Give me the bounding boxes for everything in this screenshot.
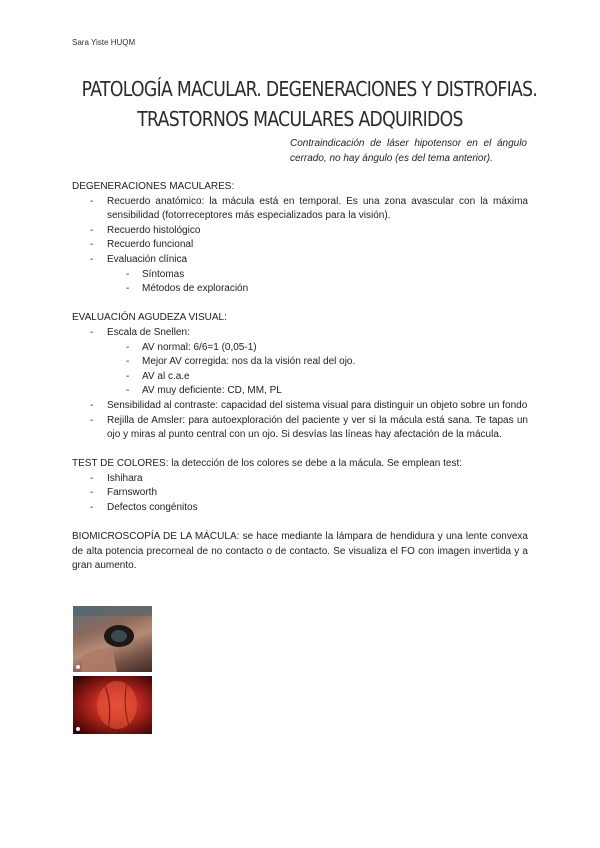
sub-list-item: - AV normal: 6/6=1 (0,05-1)	[107, 341, 528, 356]
sub-list-item: - Métodos de exploración	[107, 282, 528, 297]
section-paragraph: BIOMICROSCOPÍA DE LA MÁCULA: se hace mediante la lámpara de hendidura y una lente convexa de alta potencia precorneal de no contacto o de contacto. Se visualiza el FO con imagen invertida y a gran aumento.	[72, 531, 528, 572]
list-item: - Defectos congénitos	[72, 501, 528, 516]
list-item: - Sensibilidad al contraste: capacidad del sistema visual para distinguir un objeto sobre un fondo	[72, 399, 528, 414]
section-biomicroscopia	[72, 530, 528, 574]
list-item-label: Escala de Snellen:	[107, 326, 190, 338]
page-title	[81, 74, 538, 134]
list-item-label: Evaluación clínica	[107, 253, 188, 265]
list-item: - Recuerdo anatómico: la mácula está en temporal. Es una zona avascular con la máxima sensibilidad (fotorreceptores más especializados para la visión).	[72, 195, 528, 224]
document-body	[72, 180, 528, 589]
sub-list-item: - AV muy deficiente: CD, MM, PL	[107, 384, 528, 399]
photo-marker	[76, 727, 80, 731]
section-agudeza	[72, 311, 528, 442]
fundus-photo	[73, 676, 152, 734]
section-heading: TEST DE COLORES: la detección de los colores se debe a la mácula. Se emplean test:	[72, 458, 463, 470]
section-heading: EVALUACIÓN AGUDEZA VISUAL:	[72, 312, 227, 324]
list-item: - Ishihara	[72, 472, 528, 487]
title-line-1: PATOLOGÍA MACULAR. DEGENERACIONES Y DISTROFIAS.	[81, 77, 538, 101]
title-line-2: TRASTORNOS MACULARES ADQUIRIDOS	[137, 107, 463, 131]
section-heading: DEGENERACIONES MACULARES:	[72, 181, 235, 192]
list-item: - Recuerdo funcional	[72, 238, 528, 253]
list-item: - Rejilla de Amsler: para autoexploración del paciente y ver si la mácula está sana. Te tapas un ojo y miras al punto central con un ojo. Si desvías las líneas hay afectación de la mácula.	[72, 414, 528, 443]
fundus-illustration	[73, 676, 152, 734]
slit-lamp-illustration	[73, 606, 152, 672]
slit-lamp-photo	[73, 606, 152, 672]
list-item	[72, 326, 528, 399]
sub-list-item: - Síntomas	[107, 268, 528, 283]
sub-list-item: - AV al c.a.e	[107, 370, 528, 385]
side-note: Contraindicación de láser hipotensor en el ángulo cerrado, no hay ángulo (es del tema anterior).	[290, 138, 527, 164]
list-item	[72, 253, 528, 297]
section-degeneraciones	[72, 180, 528, 297]
section-colores	[72, 457, 528, 515]
page-header: Sara Yiste HUQM	[72, 38, 136, 47]
list-item: - Recuerdo histológico	[72, 224, 528, 239]
sub-list-item: - Mejor AV corregida: nos da la visión real del ojo.	[107, 355, 528, 370]
list-item: - Farnsworth	[72, 486, 528, 501]
photo-marker	[76, 665, 80, 669]
